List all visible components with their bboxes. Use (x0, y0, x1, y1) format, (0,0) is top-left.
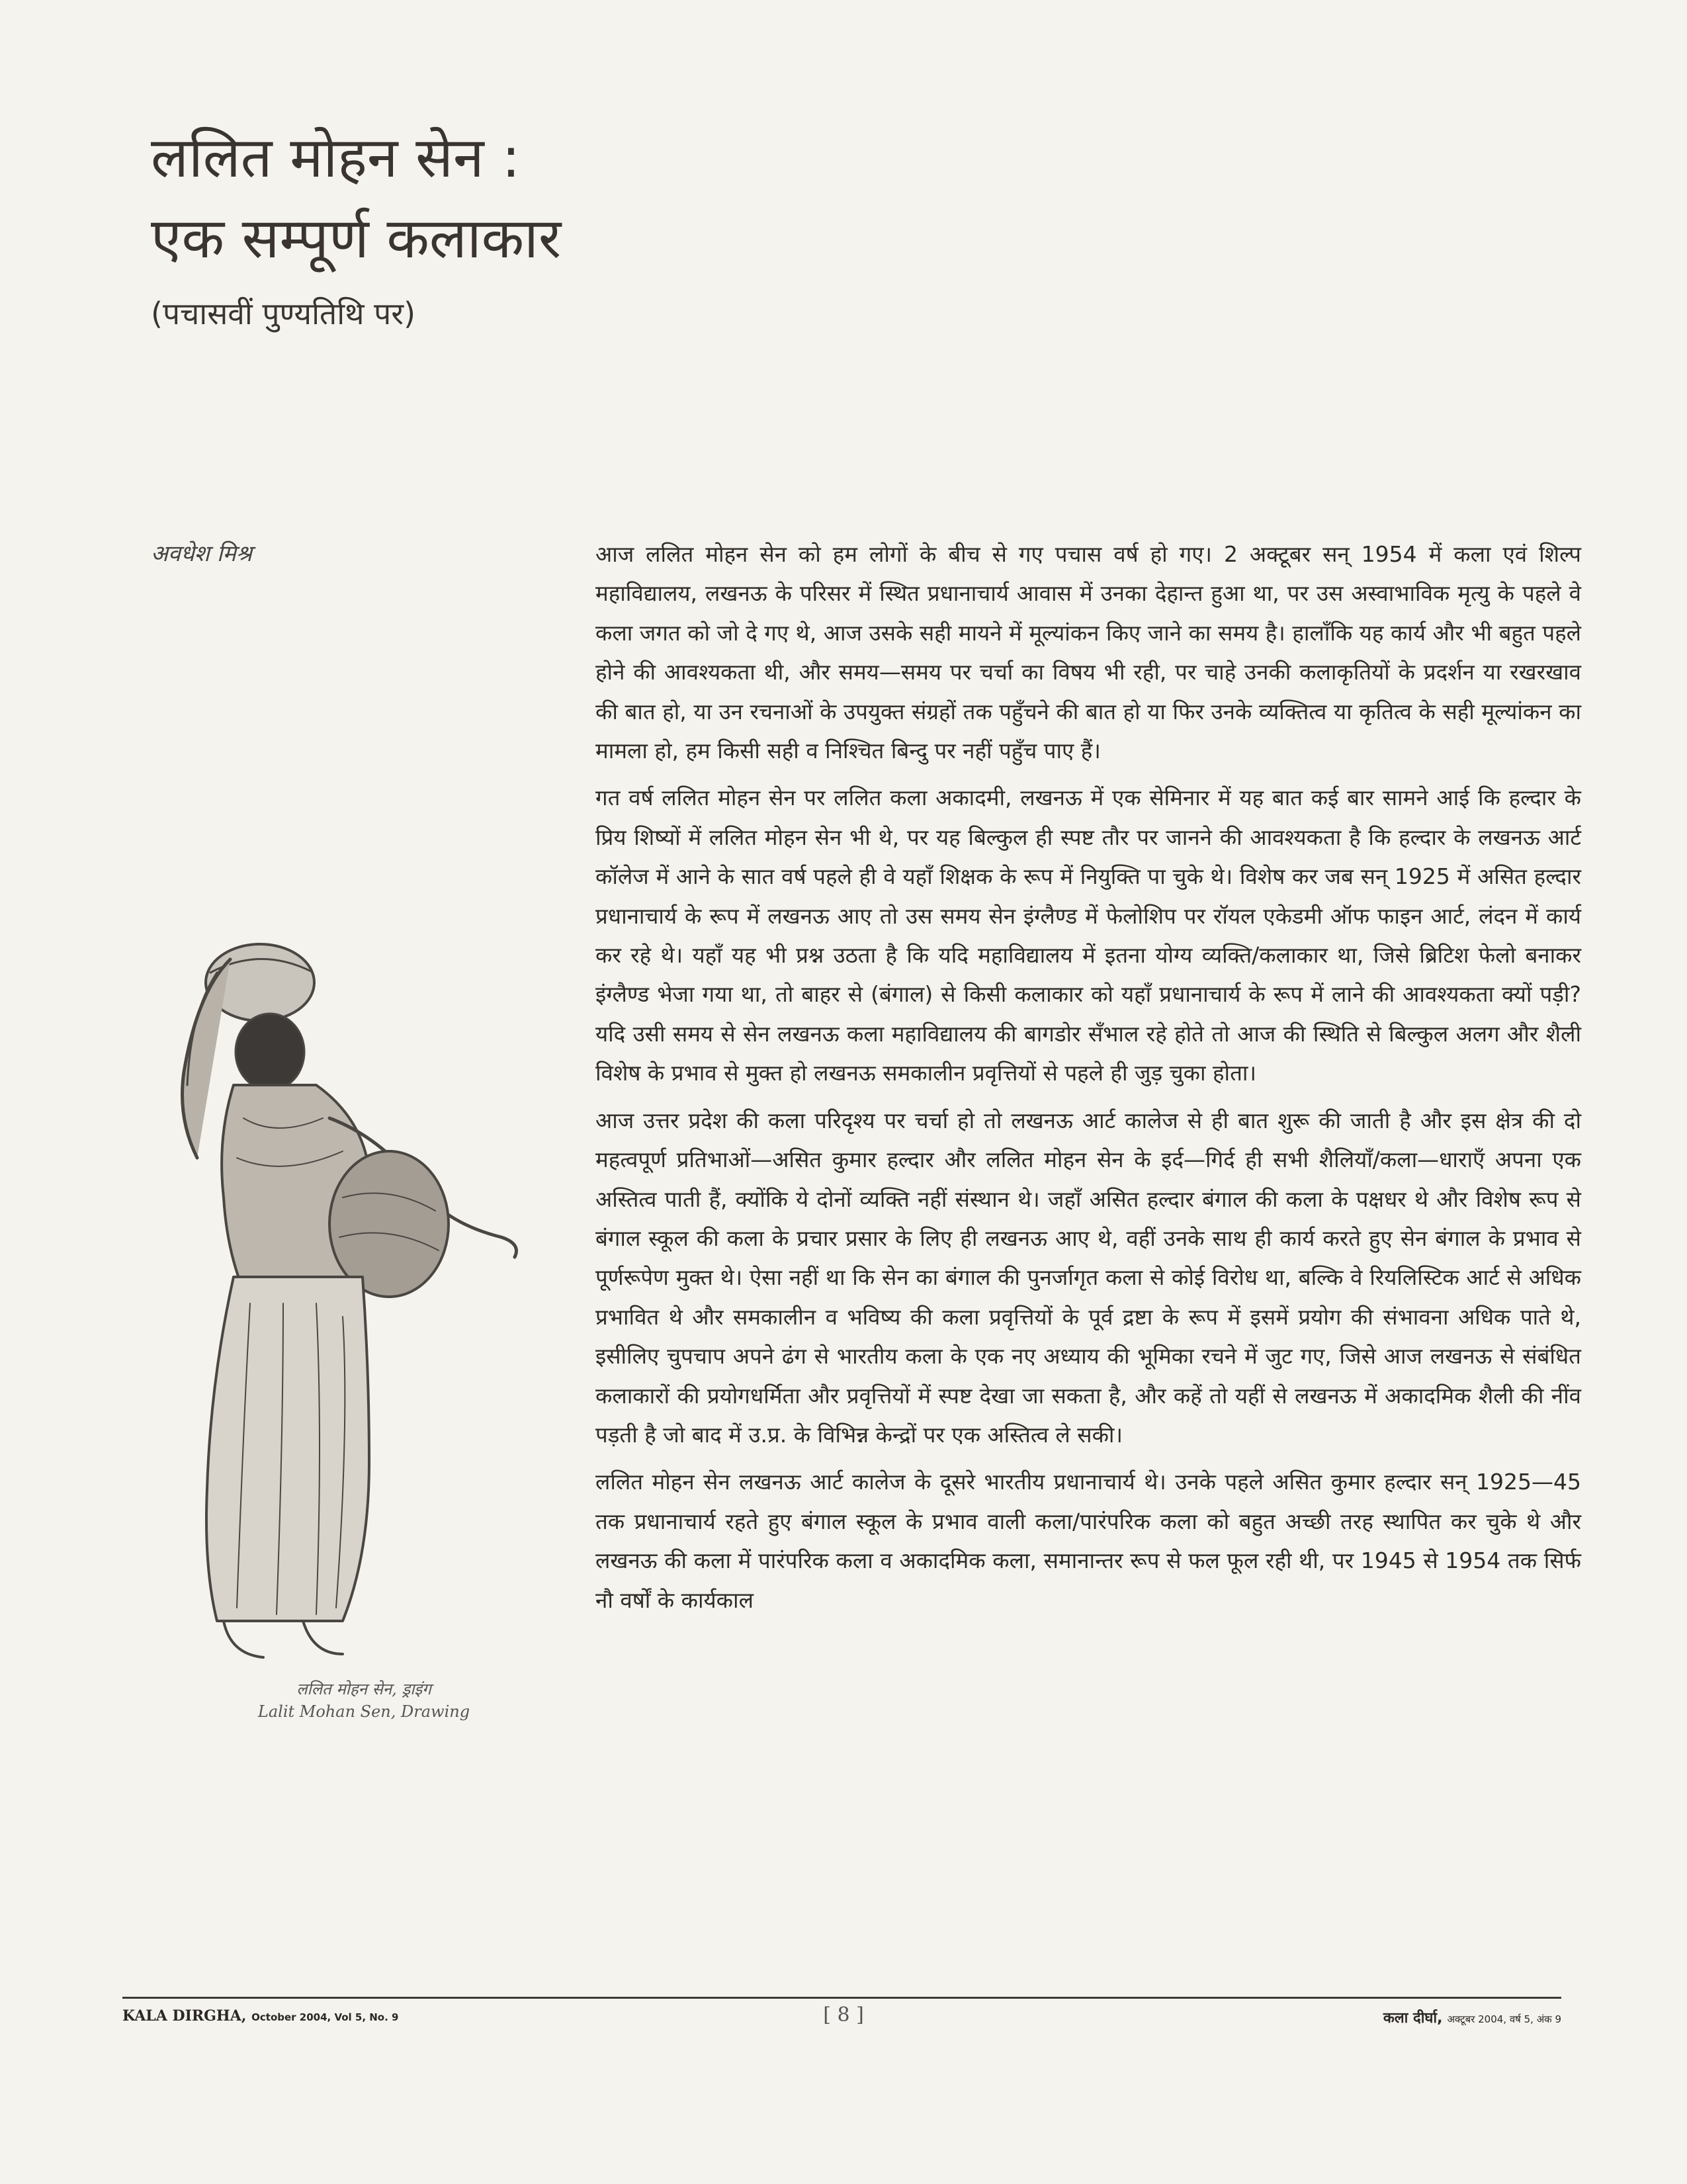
footer-journal-title: KALA DIRGHA, (122, 2007, 247, 2025)
paragraph: गत वर्ष ललित मोहन सेन पर ललित कला अकादमी, लखनऊ में एक सेमिनार में यह बात कई बार सामने आई कि हल्दार के प्रिय शिष्यों में ललित मोहन सेन भी थे, पर यह बिल्कुल ही स्पष्ट तौर पर जानने की आवश्यकता है कि हल्दार के लखनऊ आर्ट कॉलेज में आने के सात वर्ष पहले ही वे यहाँ शिक्षक के रूप में नियुक्ति पा चुके थे। विशेष कर जब सन् 1925 में असित हल्दार प्रधानाचार्य के रूप में लखनऊ आए तो उस समय सेन इंग्लैण्ड में फेलोशिप पर रॉयल एकेडमी ऑफ फाइन आर्ट, लंदन में कार्य कर रहे थे। यहाँ यह भी प्रश्न उठता है कि यदि महाविद्यालय में इतना योग्य व्यक्ति/कलाकार था, जिसे ब्रिटिश फेलो बनाकर इंग्लैण्ड भेजा गया था, तो बाहर से (बंगाल) से किसी कलाकार को यहाँ प्रधानाचार्य के रूप में लाने की आवश्यकता क्यों पड़ी? यदि उसी समय से सेन लखनऊ कला महाविद्यालय की बागडोर सँभाल रहे होते तो आज की स्थिति से बिल्कुल अलग और शैली विशेष के प्रभाव से मुक्त हो लखनऊ समकालीन प्रवृत्तियों से पहले ही जुड़ चुका होता। (595, 785, 1581, 1086)
paragraph: ललित मोहन सेन लखनऊ आर्ट कालेज के दूसरे भारतीय प्रधानाचार्य थे। उनके पहले असित कुमार हल्दार सन् 1925—45 तक प्रधानाचार्य रहते हुए बंगाल स्कूल के प्रभाव वाली कला/पारंपरिक कला को बहुत अच्छी तरह स्थापित कर चुके थे और लखनऊ की कला में पारंपरिक कला व अकादमिक कला, समानान्तर रूप से फल फूल रही थी, पर 1945 से 1954 तक सिर्फ नौ वर्षों के कार्यकाल (595, 1469, 1581, 1613)
footer-divider (122, 1997, 1561, 1999)
paragraph: आज ललित मोहन सेन को हम लोगों के बीच से गए पचास वर्ष हो गए। 2 अक्टूबर सन् 1954 में कला एवं शिल्प महाविद्यालय, लखनऊ के परिसर में स्थित प्रधानाचार्य आवास में उनका देहान्त हुआ था, पर उस अस्वाभाविक मृत्यु के पहले वे कला जगत को जो दे गए थे, आज उसके सही मायने में मूल्यांकन किए जाने का समय है। हालाँकि यह कार्य और भी बहुत पहले होने की आवश्यकता थी, और समय—समय पर चर्चा का विषय भी रही, पर चाहे उनकी कलाकृतियों के प्रदर्शन या रखरखाव की बात हो, या उन रचनाओं के उपयुक्त संग्रहों तक पहुँचने की बात हो या फिर उनके व्यक्तित्व या कृतित्व के सही मूल्यांकन का मामला हो, हम किसी सही व निश्चित बिन्दु पर नहीं पहुँच पाए हैं। (595, 541, 1582, 764)
footer-journal-title-hindi: कला दीर्घा, (1383, 2010, 1443, 2027)
footer-journal-english (122, 2007, 398, 2025)
article-title-line-2: एक सम्पूर्ण कलाकार (151, 206, 562, 271)
footer-issue-info: October 2004, Vol 5, No. 9 (251, 2011, 399, 2023)
footer-issue-info-hindi: अक्टूबर 2004, वर्ष 5, अंक 9 (1447, 2013, 1561, 2025)
article-title-line-1: ललित मोहन सेन : (151, 125, 521, 190)
caption-english: Lalit Mohan Sen, Drawing (257, 1702, 470, 1721)
article-body (595, 535, 1581, 1628)
woman-with-pot-drawing (171, 920, 561, 1667)
caption-hindi: ललित मोहन सेन, ड्राइंग (296, 1680, 431, 1698)
article-subtitle: (पचासवीं पुण्यतिथि पर) (151, 296, 416, 331)
author-byline: अवधेश मिश्र (151, 541, 252, 567)
paragraph: आज उत्तर प्रदेश की कला परिदृश्य पर चर्चा हो तो लखनऊ आर्ट कालेज से ही बात शुरू की जाती है और इस क्षेत्र की दो महत्वपूर्ण प्रतिभाओं—असित कुमार हल्दार और ललित मोहन सेन के इर्द—गिर्द ही सभी शैलियाँ/कला—धाराएँ अपना एक अस्तित्व पाती हैं, क्योंकि ये दोनों व्यक्ति नहीं संस्थान थे। जहाँ असित हल्दार बंगाल की कला के पक्षधर थे और विशेष रूप से बंगाल स्कूल की कला के प्रचार प्रसार के लिए ही लखनऊ आए थे, वहीं उनके साथ ही कार्य करते हुए सेन बंगाल के प्रभाव से पूर्णरूपेण मुक्त थे। ऐसा नहीं था कि सेन का बंगाल की पुनर्जागृत कला से कोई विरोध था, बल्कि वे रियलिस्टिक आर्ट से अधिक प्रभावित थे और समकालीन व भविष्य की कला प्रवृत्तियों के पूर्व द्रष्टा के रूप में इसमें प्रयोग की संभावना अधिक पाते थे, इसीलिए चुपचाप अपने ढंग से भारतीय कला के एक नए अध्याय की भूमिका रचने में जुट गए, जिसे आज लखनऊ से संबंधित कलाकारों की प्रयोगधर्मिता और प्रवृत्तियों में स्पष्ट देखा जा सकता है, और कहें तो यहीं से लखनऊ में अकादमिक शैली की नींव पड़ती है जो बाद में उ.प्र. के विभिन्न केन्द्रों पर एक अस्तित्व ले सकी। (595, 1107, 1581, 1448)
page-number: [ 8 ] (823, 2003, 864, 2027)
footer-journal-hindi (1383, 2007, 1561, 2027)
illustration-caption (165, 1678, 562, 1723)
